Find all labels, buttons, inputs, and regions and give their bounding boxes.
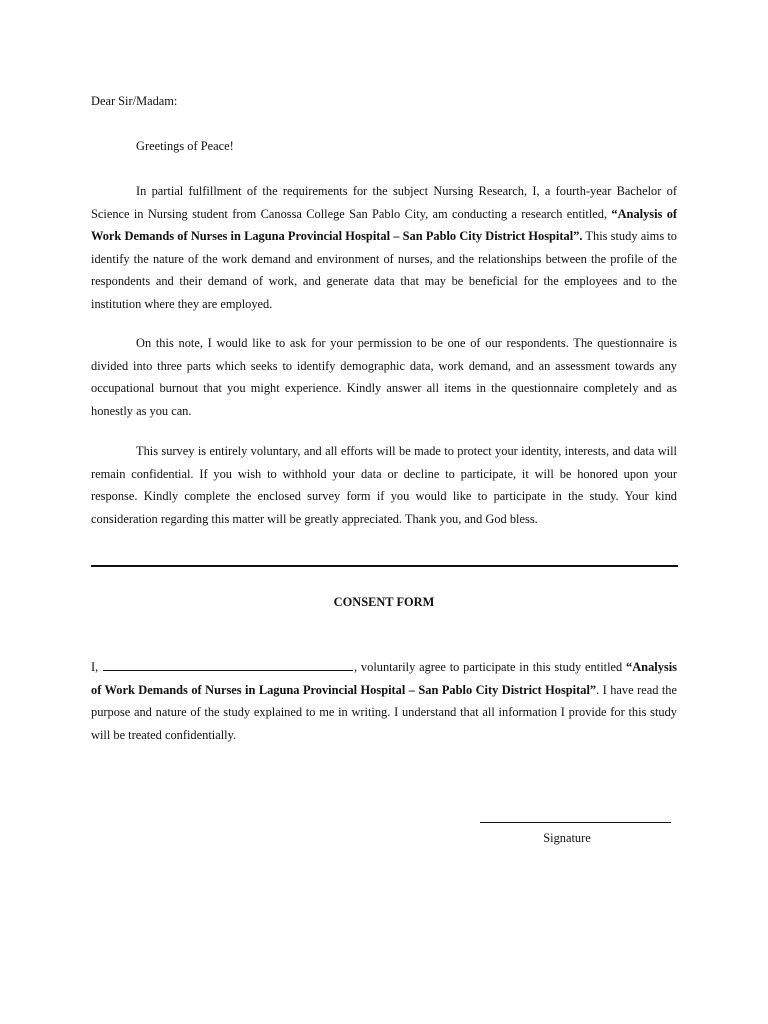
intro-text: In partial fulfillment of the requirements for the subject Nursing Research, I, a fourth-year Bachelor of Science in Nursing student from Canossa College San Pablo City, am conducting a research entitled, <box>91 184 677 221</box>
greeting: Greetings of Peace! <box>136 139 234 153</box>
consent-rest: . I have read the purpose and nature of the study explained to me in writing. I understand that all information I provide for this study will be treated confidentially. <box>91 682 678 742</box>
signature-line[interactable] <box>480 822 671 823</box>
name-blank-field[interactable] <box>103 658 353 671</box>
consent-middle: , voluntarily agree to participate in this study entitled <box>354 660 627 674</box>
paragraph-voluntary: This survey is entirely voluntary, and all efforts will be made to protect your identity, interests, and data will remain confidential. If you wish to withhold your data or decline to participate, it will be honored upon your response. Kindly complete the enclosed survey form if you would like to participate in the study. Your kind consideration regarding this matter will be greatly appreciated. Thank you, and God bless. <box>91 444 677 526</box>
study-title-bold: “Analysis of Work Demands of Nurses in Laguna Provincial Hospital – San Pablo City District Hospital”. <box>91 206 678 243</box>
intro-text-rest: This study aims to identify the nature of the work demand and environment of nurses, and the relationships between the profile of the respondents and their demand of work, and generate data that may be beneficial for the employees and to the institution where they are employed. <box>91 229 677 311</box>
consent-prefix: I, <box>91 660 103 674</box>
consent-statement <box>91 656 677 746</box>
paragraph-request: On this note, I would like to ask for your permission to be one of our respondents. The questionnaire is divided into three parts which seeks to identify demographic data, work demand, and an assessment towards any occupational burnout that you might experience. Kindly answer all items in the questionnaire completely and as honestly as you can. <box>91 336 677 418</box>
paragraph-intro <box>91 180 677 315</box>
consent-study-title: “Analysis of Work Demands of Nurses in Laguna Provincial Hospital – San Pablo City District Hospital” <box>91 660 677 697</box>
consent-form-title: CONSENT FORM <box>333 595 435 609</box>
signature-label: Signature <box>543 831 591 845</box>
section-divider <box>91 565 678 567</box>
salutation: Dear Sir/Madam: <box>91 94 178 108</box>
